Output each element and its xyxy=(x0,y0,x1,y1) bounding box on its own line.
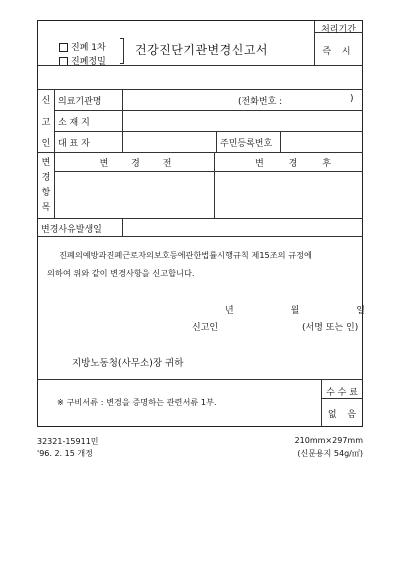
fee-label: 수 수 료 xyxy=(326,388,358,398)
label-address: 소 재 지 xyxy=(58,118,90,128)
label-representative: 대 표 자 xyxy=(58,139,90,149)
signature-note: (서명 또는 인) xyxy=(302,323,359,333)
column-after-change: 변 경 후 xyxy=(255,159,331,169)
option-pneumoconiosis-first[interactable]: 진폐 1차 xyxy=(59,40,106,53)
applicant-section-label: 신 고 인 xyxy=(41,96,51,149)
change-section-label: 변 경 항 목 xyxy=(41,158,51,213)
recipient: 지방노동청(사무소)장 귀하 xyxy=(72,358,184,369)
statement-line-2: 의하여 위와 같이 변경사항을 신고합니다. xyxy=(47,268,195,278)
revision-date: '96. 2. 15 개정 xyxy=(37,449,93,458)
form-title: 건강진단기관변경신고서 xyxy=(135,43,269,57)
paper-size: 210mm×297mm xyxy=(294,436,363,445)
label-institution-name: 의료기관명 xyxy=(58,97,102,107)
attachment-note: ※ 구비서류 : 변경을 증명하는 관련서류 1부. xyxy=(57,397,217,407)
fee-value: 없 음 xyxy=(327,410,357,420)
label-resident-number: 주민등록번호 xyxy=(220,139,273,149)
label-signer: 신고인 xyxy=(192,323,219,333)
form-code: 32321-15911민 xyxy=(37,437,99,446)
checkbox[interactable] xyxy=(59,43,68,52)
column-before-change: 변 경 전 xyxy=(99,159,172,169)
label-change-date: 변경사유발생일 xyxy=(41,225,102,235)
processing-period-value: 즉 시 xyxy=(322,47,355,57)
option-pneumoconiosis-detailed[interactable]: 진폐정밀 xyxy=(59,54,106,67)
label-phone-close: ) xyxy=(350,94,354,104)
report-form xyxy=(37,20,363,427)
bracket xyxy=(120,38,124,64)
statement-line-1: 진폐의예방과진폐근로자의보호등에관한법률시행규칙 제15조의 규정에 xyxy=(59,250,312,260)
processing-period-label: 처리기간 xyxy=(321,25,356,35)
label-phone: (전화번호 : xyxy=(238,97,283,107)
paper-type: (신문용지 54g/㎡) xyxy=(297,449,363,458)
date-line: 년 월 일 xyxy=(225,306,365,316)
